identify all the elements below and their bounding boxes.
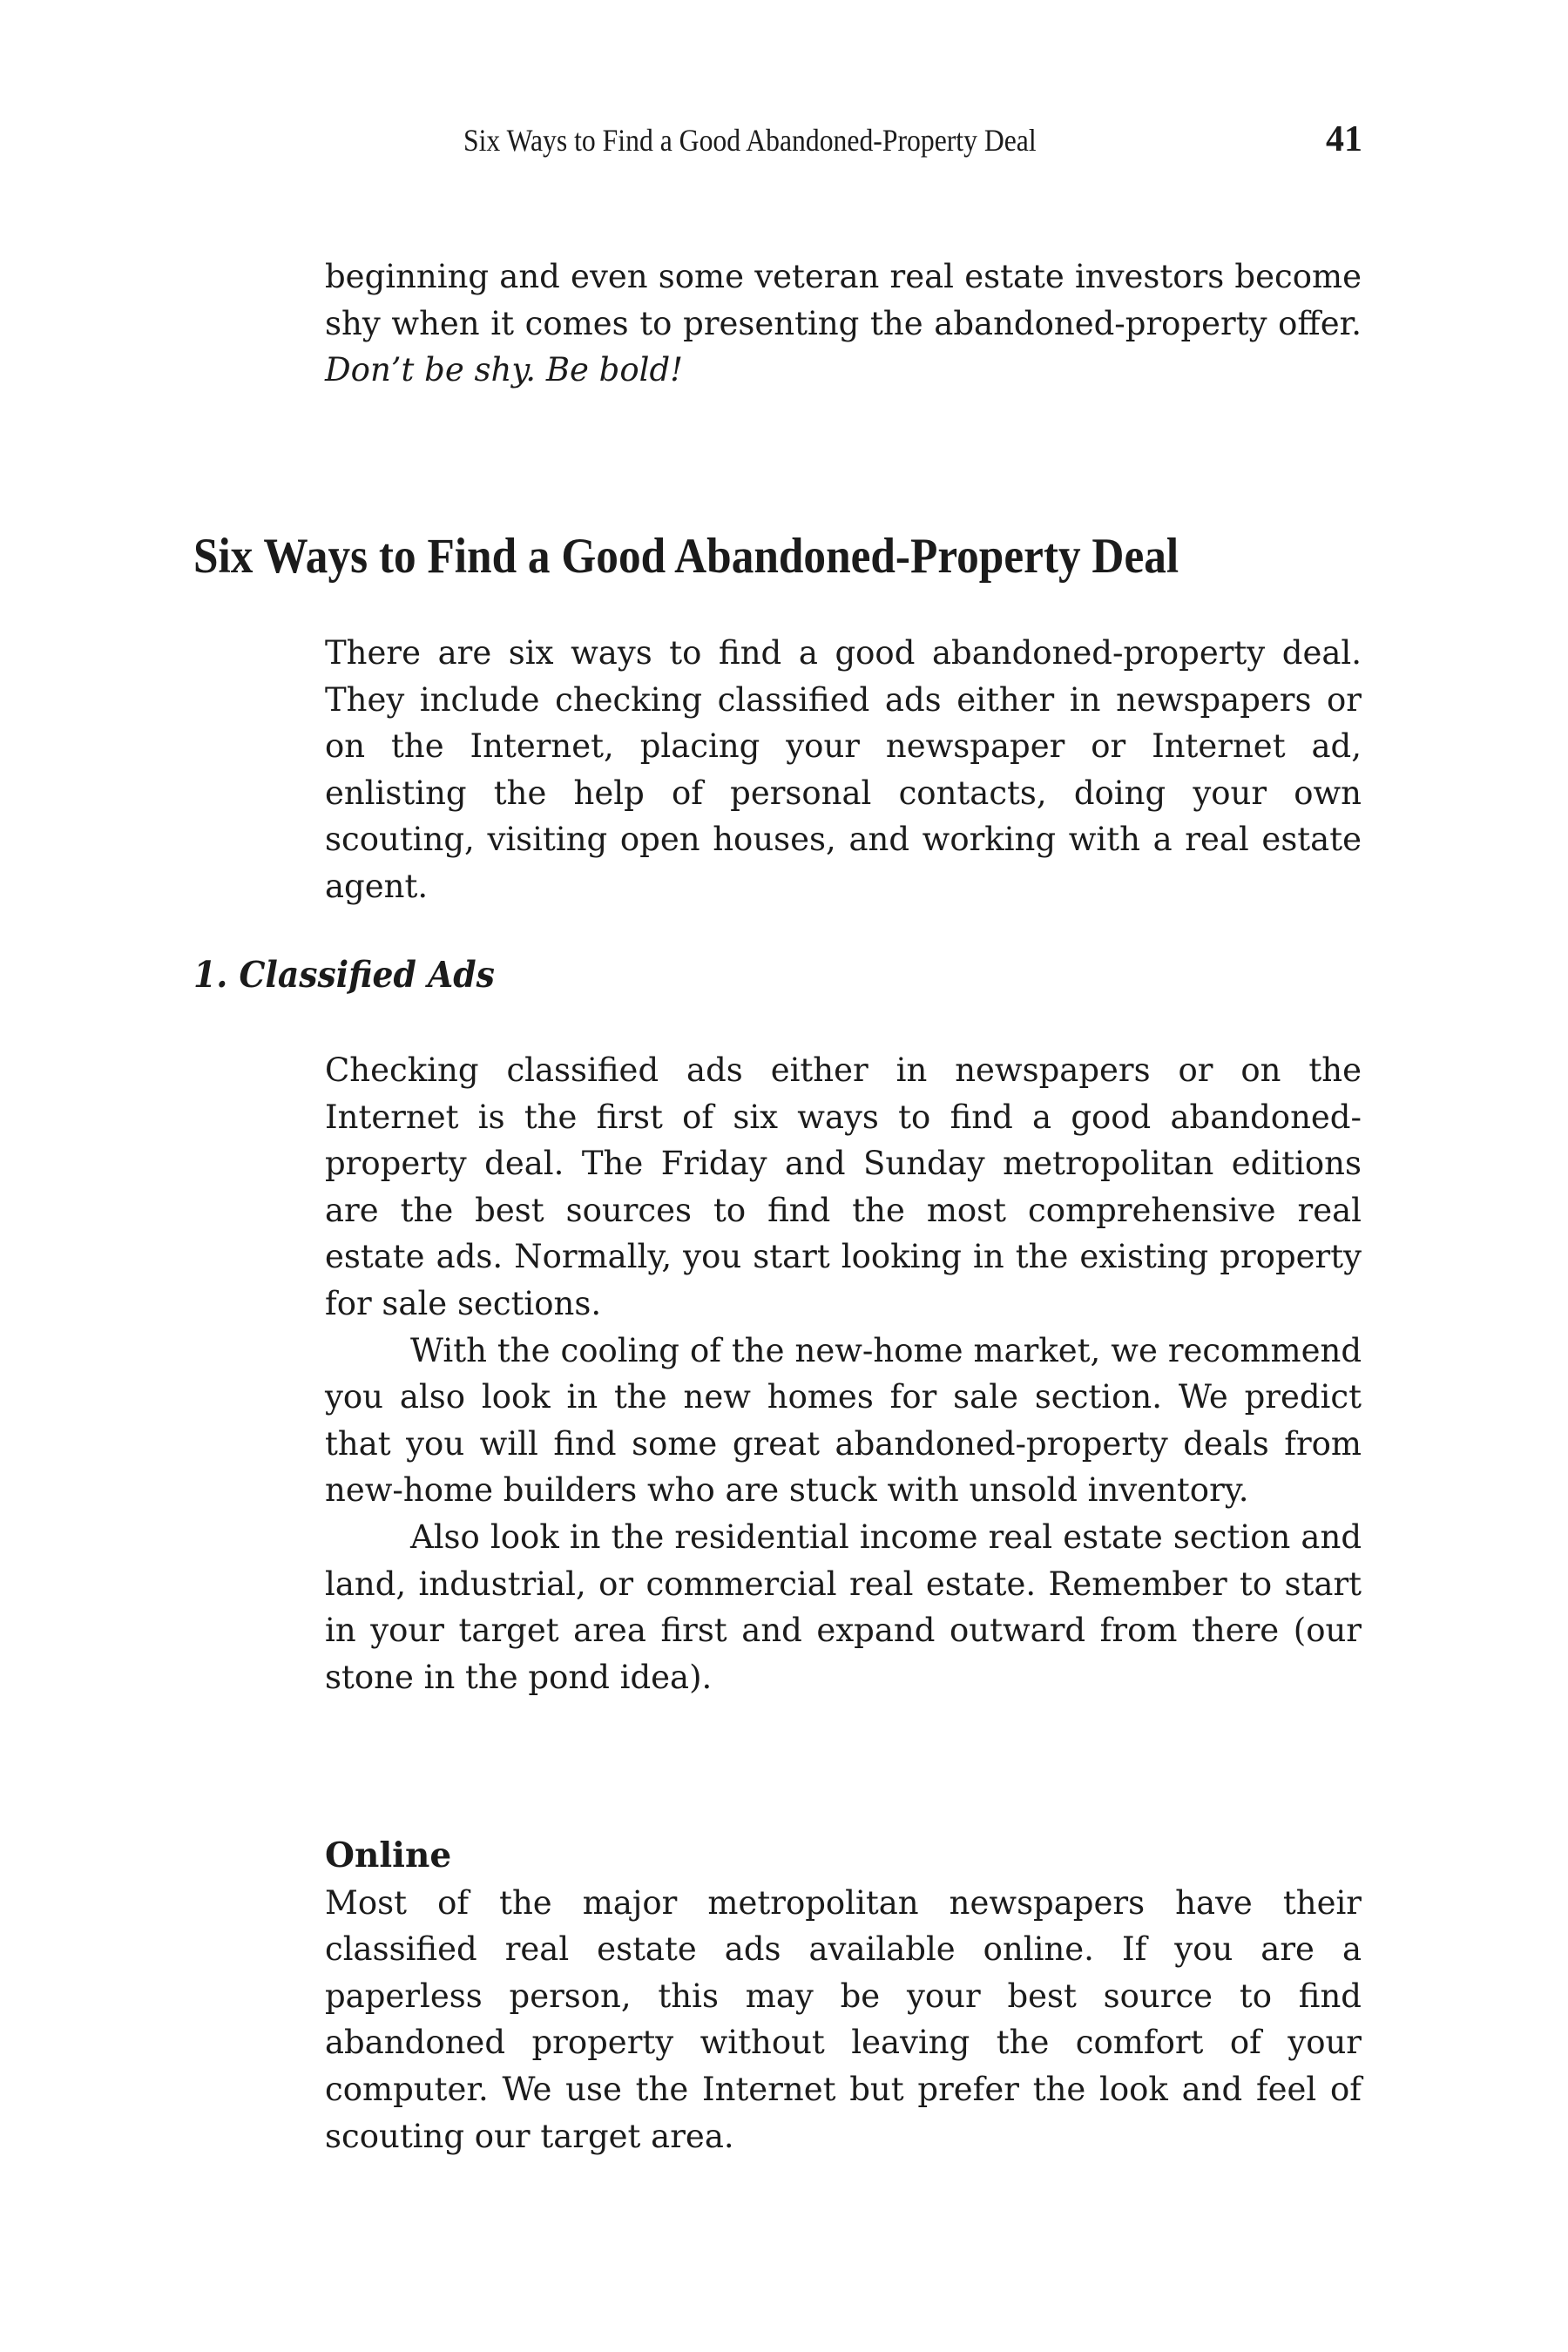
page-number: 41: [1326, 119, 1362, 159]
running-head: Six Ways to Find a Good Abandoned-Property Deal: [463, 123, 1037, 158]
online-section: [325, 1833, 1362, 2159]
intro-text: beginning and even some veteran real estate investors become shy when it comes to presenting the abandoned-property offer.: [325, 258, 1362, 342]
intro-emphasis: Don’t be shy. Be bold!: [325, 351, 684, 389]
online-paragraph: Most of the major metropolitan newspapers have their classified real estate ads available online. If you are a paperless person, this may be your best source to find abandoned property without leaving the comfort of your computer. We use the Internet but prefer the look and feel of scouting our target area.: [325, 1883, 1362, 2155]
section-paragraph: There are six ways to find a good abandoned-property deal. They include checking classified ads either in newspapers or on the Internet, placing your newspaper or Internet ad, enlisting the help of personal contacts, doing your own scouting, visiting open houses, and working with a real estate agent.: [325, 634, 1362, 905]
intro-paragraph: [325, 253, 1362, 394]
section-heading: Six Ways to Find a Good Abandoned-Property Deal: [193, 529, 1179, 584]
classified-ads-paragraph-2: With the cooling of the new-home market, we recommend you also look in the new homes for sale section. We predict that you will find some great abandoned-property deals from new-home builders who are stuck with unsold inventory.: [325, 1331, 1362, 1510]
classified-ads-paragraph-3: Also look in the residential income real estate section and land, industrial, or commercial real estate. Remember to start in your target area first and expand outward from there (our stone in the pond idea).: [325, 1517, 1362, 1696]
classified-ads-body: [325, 1047, 1362, 1700]
online-heading: Online: [325, 1835, 452, 1876]
classified-ads-paragraph-1: Checking classified ads either in newspapers or on the Internet is the first of six ways to find a good abandoned-property deal. The Friday and Sunday metropolitan editions are the best sources to find the most comprehensive real estate ads. Normally, you start looking in the existing property for sale sections.: [325, 1051, 1362, 1322]
classified-ads-heading: 1. Classified Ads: [193, 954, 495, 996]
